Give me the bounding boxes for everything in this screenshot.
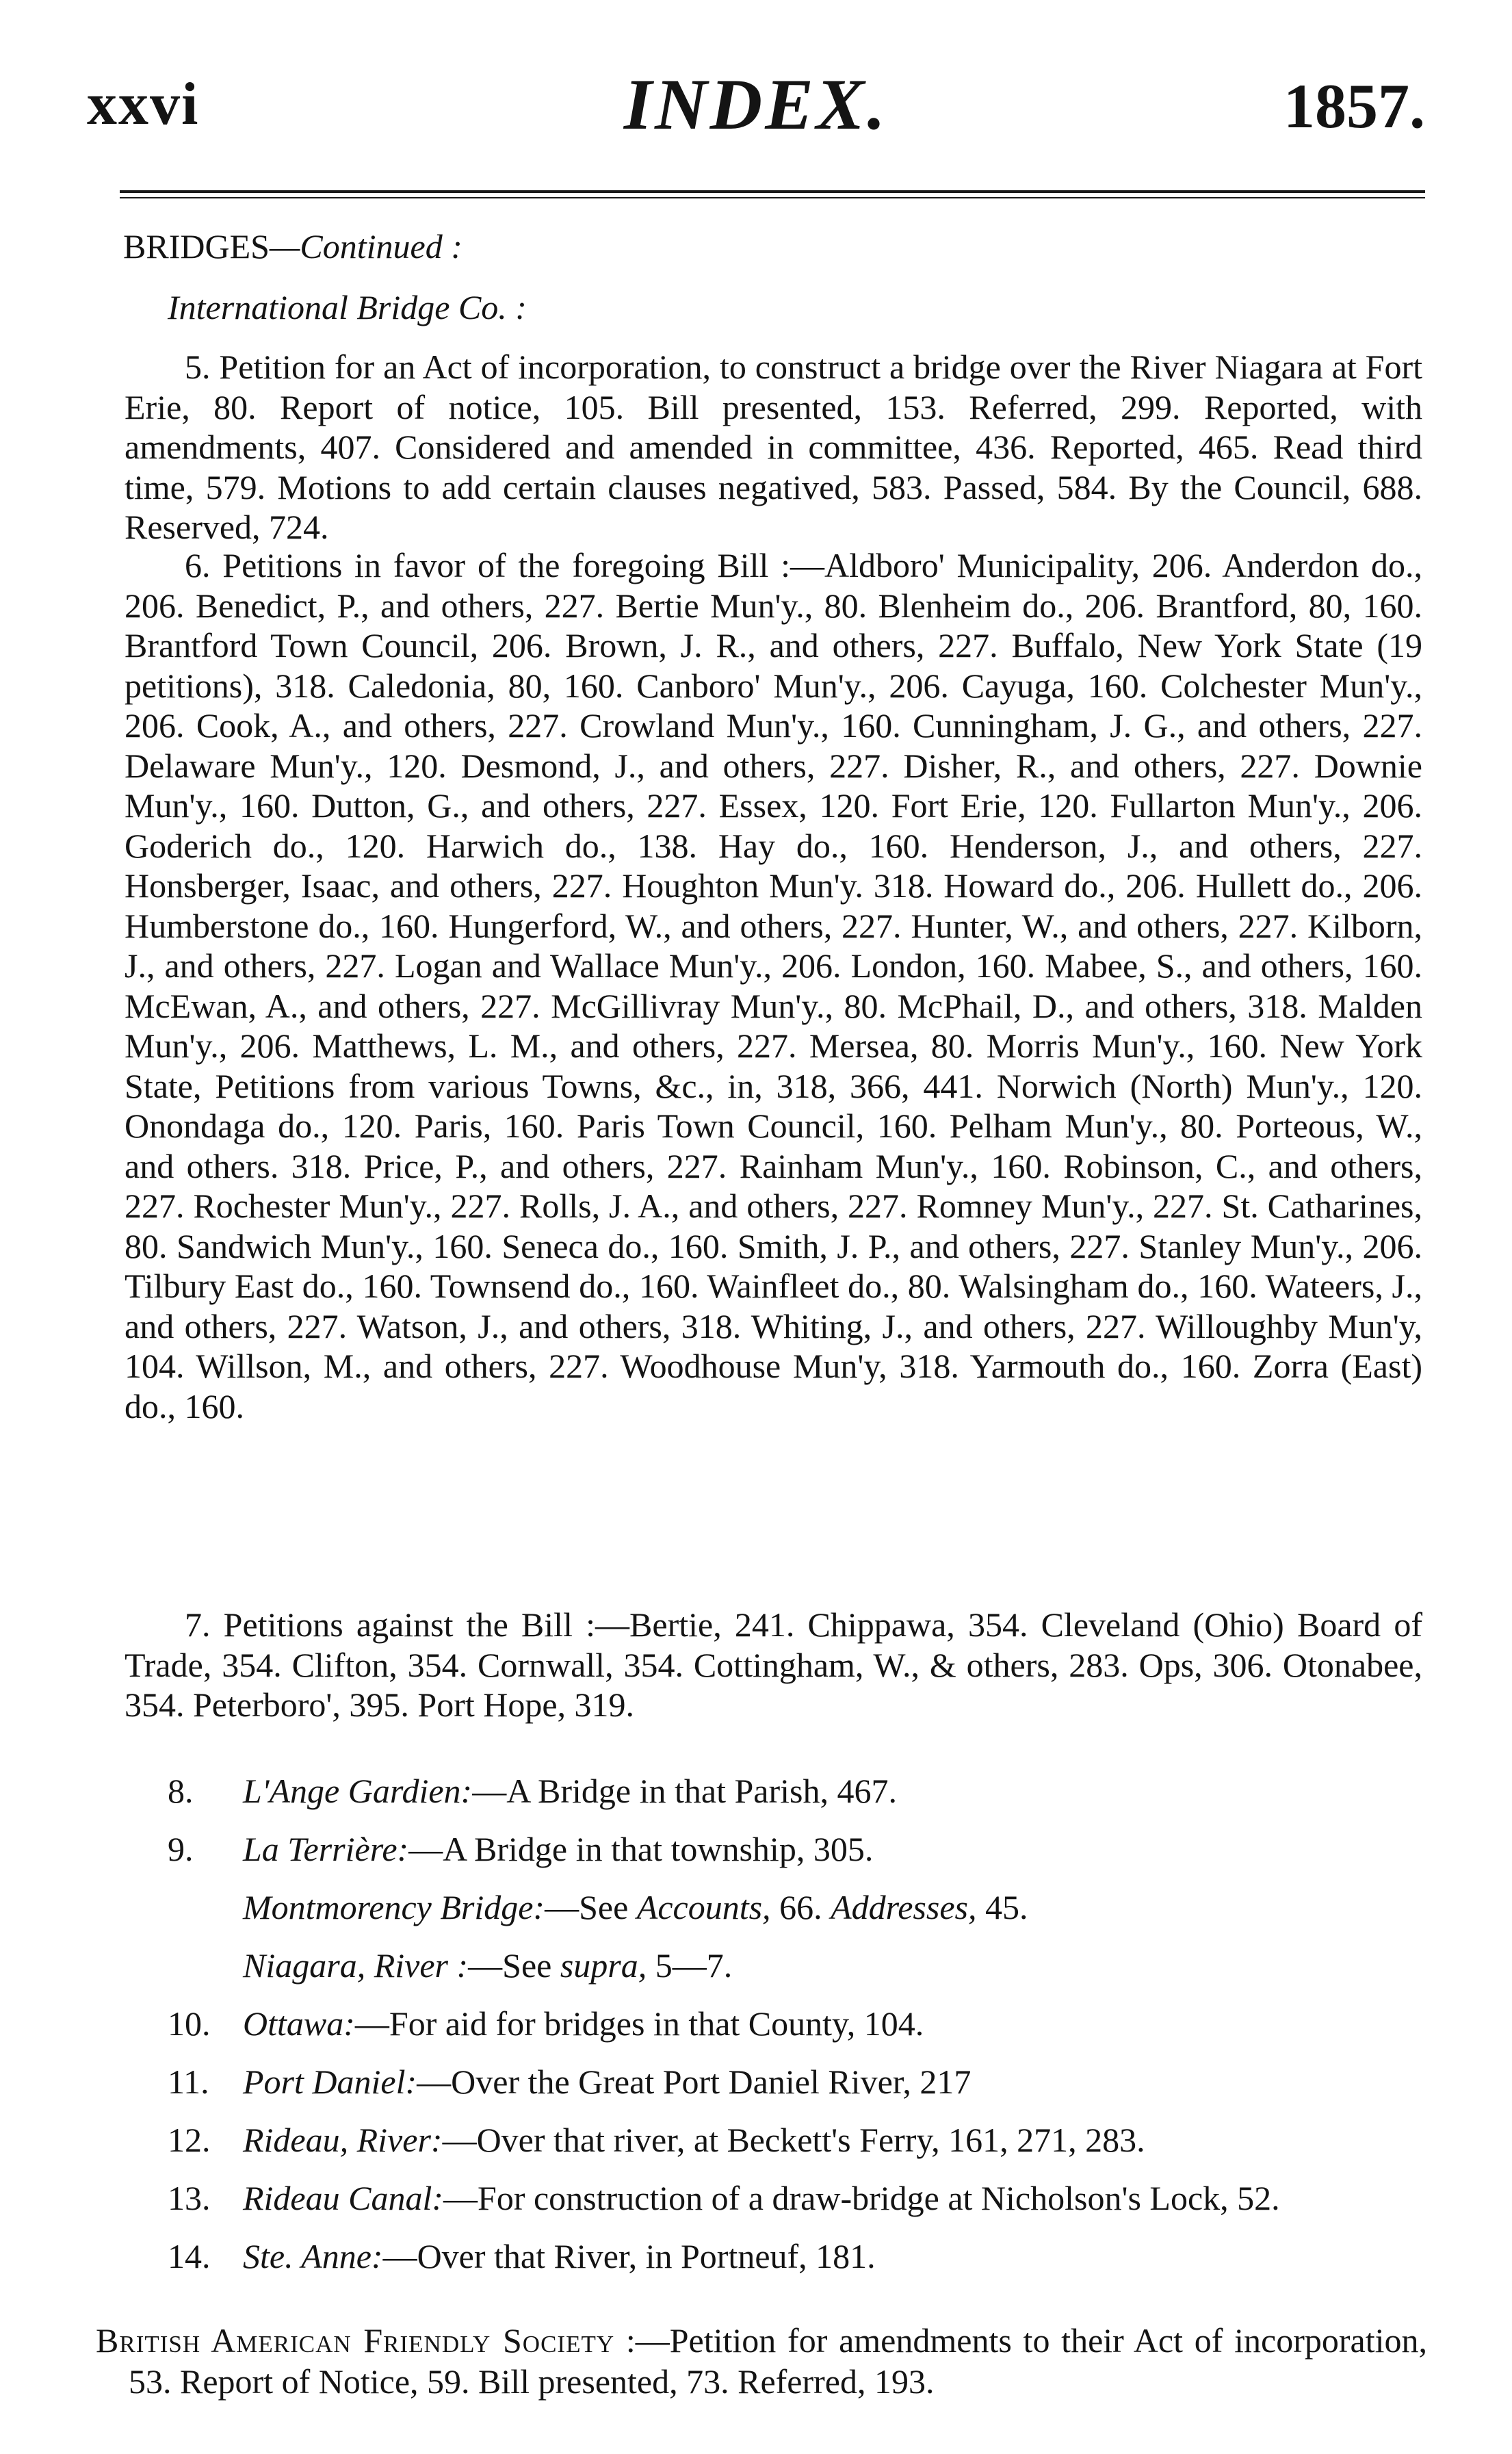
entry-ref: Addresses, bbox=[831, 1888, 977, 1926]
entry-text: —Over that river, at Beckett's Ferry, 161, 271, 283. bbox=[442, 2121, 1145, 2159]
entry-text: 5—7. bbox=[647, 1946, 733, 1985]
entry-number: 11. bbox=[168, 2063, 209, 2101]
entry-body bbox=[243, 2178, 1280, 2219]
entry-text: —A Bridge in that township, 305. bbox=[408, 1830, 874, 1868]
entry-text: —A Bridge in that Parish, 467. bbox=[472, 1772, 897, 1810]
british-american-friendly-society-entry bbox=[96, 2320, 1427, 2402]
page-number: xxvi bbox=[87, 71, 200, 138]
entry-place: L'Ange Gardien: bbox=[243, 1772, 473, 1810]
entry-text: —For aid for bridges in that County, 104. bbox=[354, 2004, 924, 2043]
entry-text: —Over the Great Port Daniel River, 217 bbox=[417, 2063, 972, 2101]
entry-ref: Accounts, bbox=[636, 1888, 771, 1926]
entry-place: Rideau, River: bbox=[243, 2121, 443, 2159]
entry-place: Ste. Anne: bbox=[243, 2237, 383, 2275]
page-year: 1857. bbox=[1283, 71, 1425, 141]
entry-body bbox=[243, 1945, 732, 1986]
entry-body bbox=[243, 1887, 1028, 1928]
section-heading-main: BRIDGES bbox=[123, 227, 270, 266]
entry-number: 13. bbox=[168, 2179, 211, 2217]
entry-text: —Over that River, in Portneuf, 181. bbox=[382, 2237, 876, 2275]
running-head bbox=[87, 63, 1425, 145]
entry-place: Niagara, River : bbox=[243, 1946, 469, 1985]
entry-number: 14. bbox=[168, 2237, 211, 2275]
entry-body bbox=[243, 1829, 873, 1870]
entry-number: 10. bbox=[168, 2004, 211, 2043]
subheading: International Bridge Co. : bbox=[168, 288, 527, 326]
entry-body bbox=[243, 2119, 1145, 2160]
entry-body bbox=[243, 2236, 876, 2277]
header-rule-thin bbox=[120, 197, 1425, 198]
entry-body bbox=[243, 1770, 897, 1811]
entry-place: La Terrière: bbox=[243, 1830, 409, 1868]
section-heading bbox=[123, 226, 462, 267]
entry-body bbox=[243, 2003, 924, 2044]
header-rule-thick bbox=[120, 190, 1425, 193]
entry-place: Port Daniel: bbox=[243, 2063, 417, 2101]
entry-text: —For construction of a draw-bridge at Nicholson's Lock, 52. bbox=[443, 2179, 1280, 2217]
entry-number: 8. bbox=[168, 1772, 194, 1810]
society-text: :—Petition for amendments to their Act of incorporation, 53. Report of Notice, 59. Bill presented, 73. Referred, 193. bbox=[129, 2321, 1427, 2401]
entry-paragraph-6: 6. Petitions in favor of the foregoing Bill :—Aldboro' Municipality, 206. Anderdon do., 206. Benedict, P., and others, 227. Bertie Mun'y., 80. Blenheim do., 206. Brantford, 80, 160. Brantford Town Council, 206. Brown, J. R., and others, 227. Buffalo, New York State (19 petitions), 318. Caledonia, 80, 160. Canboro' Mun'y., 206. Cayuga, 160. Colchester Mun'y., 206. Cook, A., and others, 227. Crowland Mun'y., 160. Cunningham, J. G., and others, 227. Delaware Mun'y., 120. Desmond, J., and others, 227. Disher, R., and others, 227. Downie Mun'y., 160. Dutton, G., and others, 227. Essex, 120. Fort Erie, 120. Fullarton Mun'y., 206. Goderich do., 120. Harwich do., 138. Hay do., 160. Henderson, J., and others, 227. Honsberger, Isaac, and others, 227. Houghton Mun'y. 318. Howard do., 206. Hullett do., 206. Humberstone do., 160. Hungerford, W., and others, 227. Hunter, W., and others, 227. Kilborn, J., and others, 227. Logan and Wallace Mun'y., 206. London, 160. Mabee, S., and others, 160. McEwan, A., and others, 227. McGillivray Mun'y., 80. McPhail, D., and others, 318. Malden Mun'y., 206. Matthews, L. M., and others, 227. Mersea, 80. Morris Mun'y., 160. New York State, Petitions from various Towns, &c., in, 318, 366, 441. Norwich (North) Mun'y., 120. Onondaga do., 120. Paris, 160. Paris Town Council, 160. Pelham Mun'y., 80. Porteous, W., and others. 318. Price, P., and others, 227. Rainham Mun'y., 160. Robinson, C., and others, 227. Rochester Mun'y., 227. Rolls, J. A., and others, 227. Romney Mun'y., 227. St. Catharines, 80. Sandwich Mun'y., 160. Seneca do., 160. Smith, J. P., and others, 227. Stanley Mun'y., 206. Tilbury East do., 160. Townsend do., 160. Wainfleet do., 80. Walsingham do., 160. Wateers, J., and others, 227. Watson, J., and others, 318. Whiting, J., and others, 227. Willoughby Mun'y, 104. Willson, M., and others, 227. Woodhouse Mun'y, 318. Yarmouth do., 160. Zorra (East) do., 160. bbox=[125, 546, 1422, 1425]
entry-number: 12. bbox=[168, 2121, 211, 2159]
entry-place: Montmorency Bridge: bbox=[243, 1888, 545, 1926]
entry-number: 9. bbox=[168, 1830, 194, 1868]
entry-place: Rideau Canal: bbox=[243, 2179, 444, 2217]
entry-text: —See bbox=[468, 1946, 560, 1985]
section-heading-continued: —Continued : bbox=[269, 227, 462, 266]
entry-place: Ottawa: bbox=[243, 2004, 355, 2043]
entry-paragraph-7: 7. Petitions against the Bill :—Bertie, 241. Chippawa, 354. Cleveland (Ohio) Board of Trade, 354. Clifton, 354. Cornwall, 354. Cottingham, W., & others, 283. Ops, 306. Otonabee, 354. Peterboro', 395. Port Hope, 319. bbox=[125, 1605, 1422, 1724]
page-title: INDEX. bbox=[623, 64, 889, 144]
entry-text: —See bbox=[545, 1888, 637, 1926]
entry-body bbox=[243, 2061, 971, 2102]
entry-paragraph-5: 5. Petition for an Act of incorporation, to construct a bridge over the River Niagara at Fort Erie, 80. Report of notice, 105. Bill presented, 153. Referred, 299. Reported, with amendments, 407. Considered and amended in committee, 436. Reported, 465. Read third time, 579. Motions to add certain clauses negatived, 583. Passed, 584. By the Council, 688. Reserved, 724. bbox=[125, 348, 1422, 546]
entry-ref: supra, bbox=[560, 1946, 647, 1985]
entry-text: 66. bbox=[770, 1888, 831, 1926]
entry-text: 45. bbox=[976, 1888, 1028, 1926]
society-name: British American Friendly Society bbox=[96, 2321, 615, 2360]
